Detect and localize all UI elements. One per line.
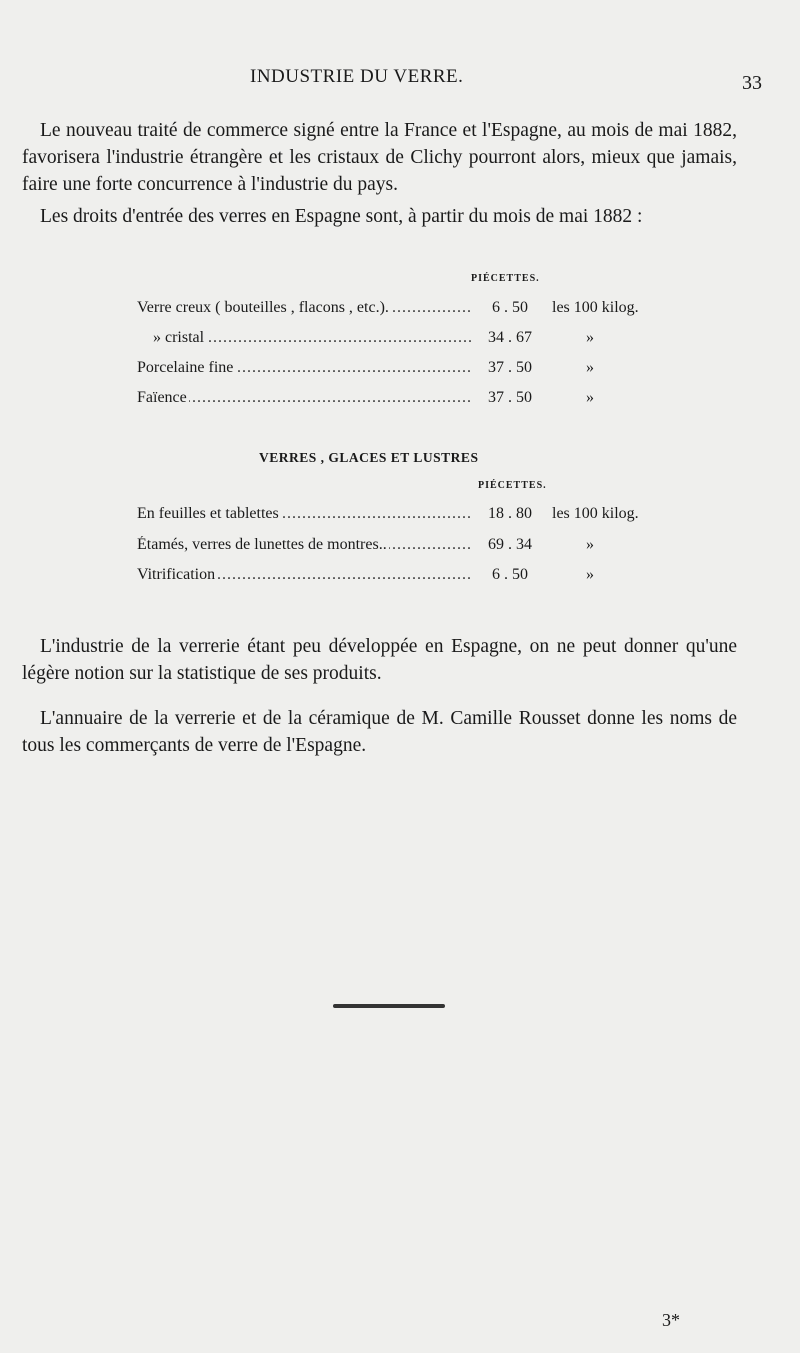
row-unit: »	[586, 329, 594, 346]
row-label: Porcelaine fine .....	[137, 359, 472, 377]
row-label: Vitrification .....	[137, 566, 472, 584]
row-label: Verre creux ( bouteilles , flacons , etc.). .....	[137, 299, 472, 317]
table1-row	[0, 389, 800, 415]
running-head	[0, 66, 800, 92]
row-label: En feuilles et tablettes .....	[137, 505, 472, 523]
row-value: 6 . 50	[492, 299, 528, 316]
row-unit: les 100 kilog.	[552, 299, 639, 316]
table1-row	[0, 329, 800, 355]
page-number: 33	[742, 72, 762, 94]
row-unit: »	[586, 359, 594, 376]
table2-title: VERRES , GLACES ET LUSTRES	[259, 450, 479, 465]
paragraph-statistics: L'industrie de la verrerie étant peu développée en Espagne, on ne peut donner qu'une légère notion sur la statistique de ses produits.	[22, 636, 737, 684]
row-unit: »	[586, 389, 594, 406]
row-label: » cristal .....	[153, 329, 472, 347]
section-end-rule	[333, 1004, 445, 1008]
row-unit: les 100 kilog.	[552, 505, 639, 522]
row-value: 18 . 80	[488, 505, 532, 522]
row-unit: »	[586, 566, 594, 583]
table1-row	[0, 299, 800, 325]
row-value: 37 . 50	[488, 389, 532, 406]
row-value: 69 . 34	[488, 536, 532, 553]
table2-row	[0, 505, 800, 531]
table1-column-header: PIÉCETTES.	[471, 273, 540, 284]
row-value: 37 . 50	[488, 359, 532, 376]
paragraph-annuaire: L'annuaire de la verrerie et de la céramique de M. Camille Rousset donne les noms de tous les commerçants de verre de l'Espagne.	[22, 708, 737, 756]
table2-column-header: PIÉCETTES.	[478, 480, 547, 491]
paragraph-treaty: Le nouveau traité de commerce signé entre la France et l'Espagne, au mois de mai 1882, favorisera l'industrie étrangère et les cristaux de Clichy pourront alors, mieux que jamais, faire une forte concurrence à l'industrie du pays.	[22, 120, 737, 195]
row-unit: »	[586, 536, 594, 553]
table1-row	[0, 359, 800, 385]
paragraph-duties-intro: Les droits d'entrée des verres en Espagne sont, à partir du mois de mai 1882 :	[40, 206, 643, 227]
running-title: INDUSTRIE DU VERRE.	[250, 66, 464, 87]
table2-row	[0, 566, 800, 592]
row-value: 6 . 50	[492, 566, 528, 583]
signature-mark: 3*	[662, 1310, 680, 1330]
row-label: Étamés, verres de lunettes de montres.. .....	[137, 536, 472, 554]
row-value: 34 . 67	[488, 329, 532, 346]
row-label: Faïence .....	[137, 389, 472, 407]
table2-row	[0, 536, 800, 562]
